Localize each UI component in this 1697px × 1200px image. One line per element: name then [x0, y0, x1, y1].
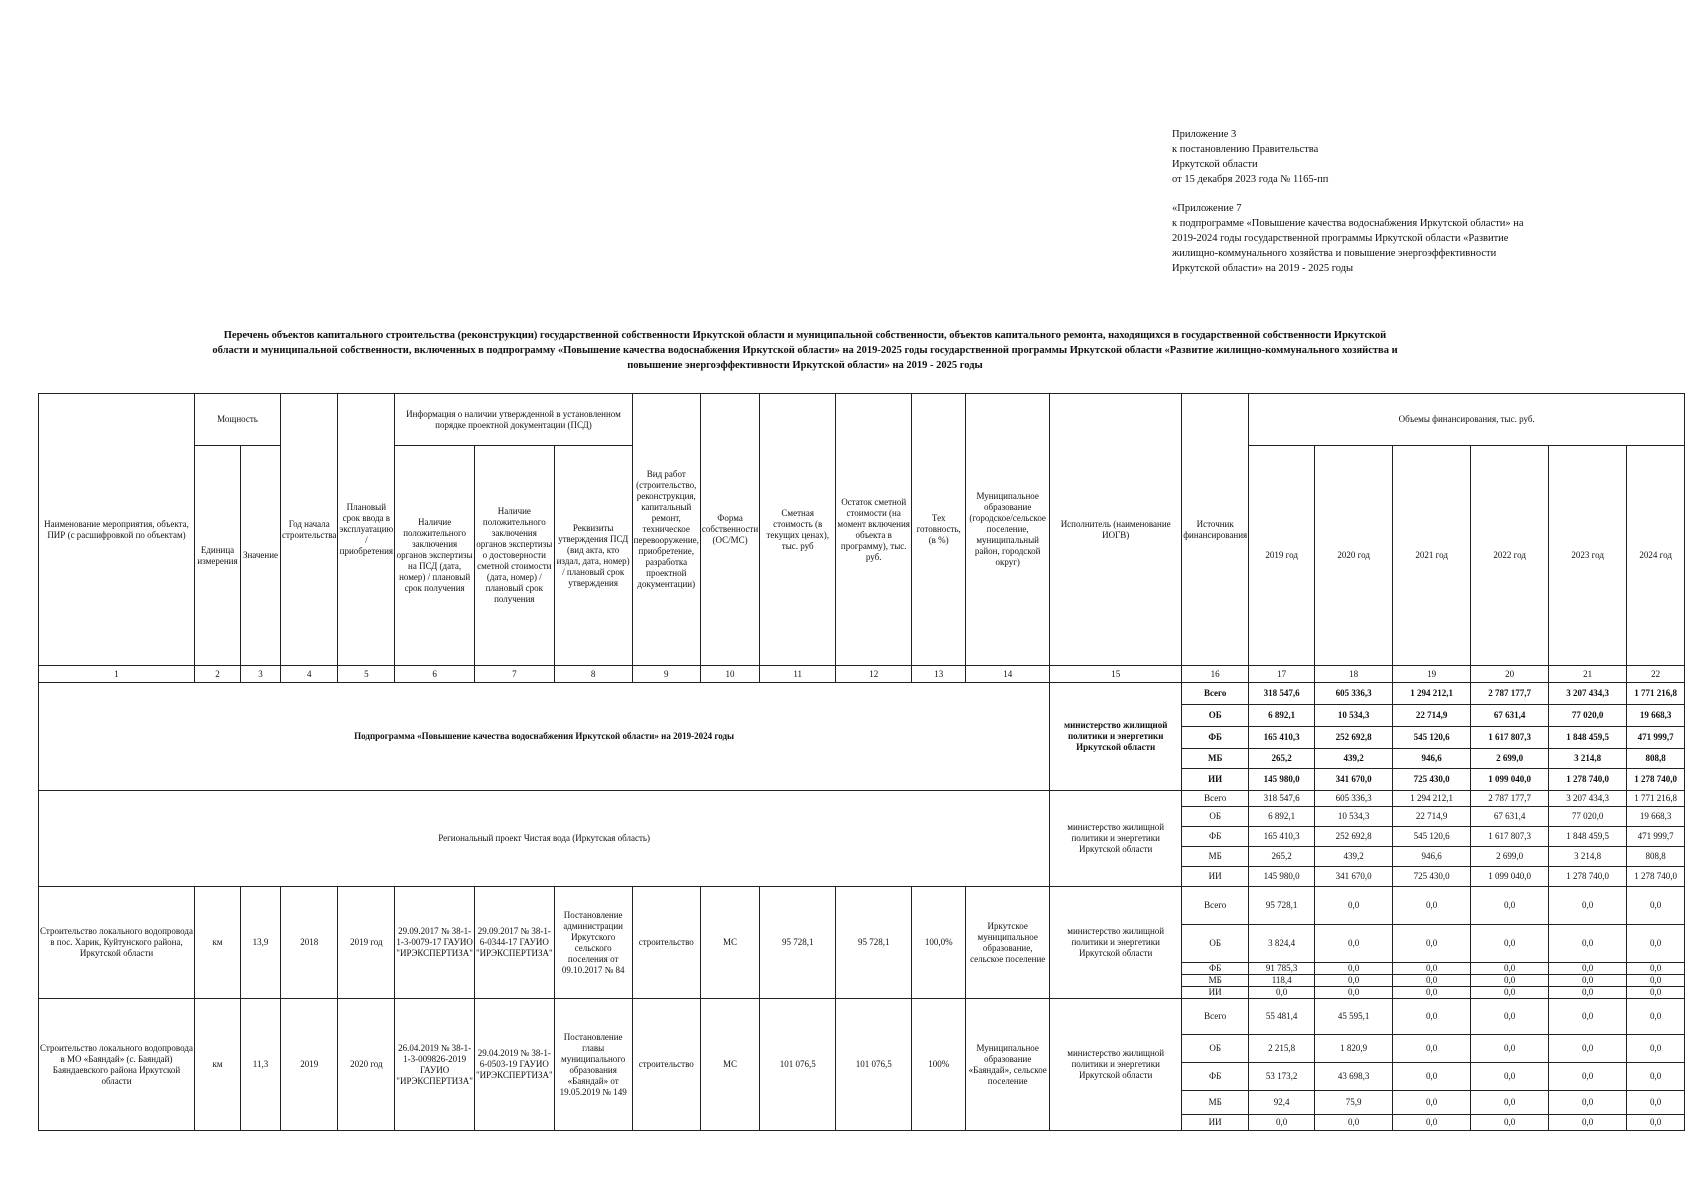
- funding-value: 165 410,3: [1249, 827, 1315, 847]
- funding-value: 0,0: [1549, 1063, 1627, 1091]
- appendix-line: «Приложение 7: [1172, 203, 1242, 214]
- col-work-type: Вид работ (строительство, реконструкция, капитальный ремонт, техническое перевооружение, приобретение, разработка проектной документации): [632, 394, 700, 666]
- col-number: 3: [241, 666, 281, 683]
- funding-value: 19 668,3: [1627, 807, 1685, 827]
- col-year: 2021 год: [1393, 446, 1471, 666]
- header-row: [39, 394, 1685, 446]
- object-readiness: 100%: [912, 999, 966, 1131]
- title-line: Перечень объектов капитального строительства (реконструкции) государственной собственности Иркутской области и муниципальной собственности, объектов капитального ремонта, находящихся в государственной собственности Иркутской: [223, 330, 1387, 341]
- funding-value: 252 692,8: [1315, 827, 1393, 847]
- col-year: 2022 год: [1471, 446, 1549, 666]
- funding-value: 946,6: [1393, 847, 1471, 867]
- funding-value: 77 020,0: [1549, 705, 1627, 727]
- object-plan-term: 2020 год: [338, 999, 395, 1131]
- funding-value: 95 728,1: [1249, 887, 1315, 925]
- funding-value: 0,0: [1315, 975, 1393, 987]
- funding-value: 1 278 740,0: [1549, 867, 1627, 887]
- col-number: 15: [1050, 666, 1182, 683]
- funding-value: 439,2: [1315, 749, 1393, 769]
- column-numbers-row: [39, 666, 1685, 683]
- funding-value: 0,0: [1393, 925, 1471, 963]
- object-year-start: 2019: [281, 999, 338, 1131]
- funding-value: 0,0: [1471, 1091, 1549, 1115]
- funding-value: 725 430,0: [1393, 769, 1471, 791]
- appendix-header: [1172, 127, 1632, 276]
- section-executor: министерство жилищной политики и энергетики Иркутской области: [1050, 791, 1182, 887]
- object-work-type: строительство: [632, 999, 700, 1131]
- funding-value: 725 430,0: [1393, 867, 1471, 887]
- col-power: Мощность: [195, 394, 281, 446]
- funding-value: 43 698,3: [1315, 1063, 1393, 1091]
- col-psd-cost: Наличие положительного заключения органов экспертизы о достоверности сметной стоимости (дата, номер) / плановый срок получения: [474, 446, 554, 666]
- col-funding: Объемы финансирования, тыс. руб.: [1249, 394, 1685, 446]
- funding-value: 1 099 040,0: [1471, 769, 1549, 791]
- object-row: [39, 887, 1685, 925]
- appendix-line: 2019-2024 годы государственной программы Иркутской области «Развитие: [1172, 233, 1509, 244]
- funding-value: 55 481,4: [1249, 999, 1315, 1035]
- funding-value: 808,8: [1627, 847, 1685, 867]
- funding-value: 341 670,0: [1315, 867, 1393, 887]
- funding-value: 1 848 459,5: [1549, 827, 1627, 847]
- funding-value: 1 099 040,0: [1471, 867, 1549, 887]
- appendix-line: Иркутской области» на 2019 - 2025 годы: [1172, 263, 1354, 274]
- funding-value: 91 785,3: [1249, 963, 1315, 975]
- appendix-line: Приложение 3: [1172, 129, 1237, 140]
- funding-value: 1 771 216,8: [1627, 683, 1685, 705]
- funding-value: 77 020,0: [1549, 807, 1627, 827]
- appendix-line: жилищно-коммунального хозяйства и повышение энергоэффективности: [1172, 248, 1497, 259]
- object-rem-cost: 95 728,1: [836, 887, 912, 999]
- appendix-line: к постановлению Правительства: [1172, 144, 1319, 155]
- funding-value: 1 278 740,0: [1549, 769, 1627, 791]
- col-number: 1: [39, 666, 195, 683]
- col-number: 16: [1182, 666, 1249, 683]
- funding-value: 75,9: [1315, 1091, 1393, 1115]
- funding-value: 1 848 459,5: [1549, 727, 1627, 749]
- funding-value: 0,0: [1471, 975, 1549, 987]
- funding-source: МБ: [1182, 847, 1249, 867]
- funding-value: 3 214,8: [1549, 749, 1627, 769]
- object-ownership: МС: [700, 887, 759, 999]
- funding-value: 0,0: [1627, 1091, 1685, 1115]
- funding-value: 0,0: [1549, 999, 1627, 1035]
- col-number: 5: [338, 666, 395, 683]
- funding-value: 605 336,3: [1315, 791, 1393, 807]
- funding-source: ФБ: [1182, 827, 1249, 847]
- col-number: 20: [1471, 666, 1549, 683]
- funding-value: 0,0: [1393, 987, 1471, 999]
- funding-value: 67 631,4: [1471, 807, 1549, 827]
- funding-value: 19 668,3: [1627, 705, 1685, 727]
- funding-value: 45 595,1: [1315, 999, 1393, 1035]
- funding-value: 22 714,9: [1393, 807, 1471, 827]
- col-number: 14: [966, 666, 1050, 683]
- col-number: 10: [700, 666, 759, 683]
- funding-value: 22 714,9: [1393, 705, 1471, 727]
- object-ownership: МС: [700, 999, 759, 1131]
- funding-value: 2 787 177,7: [1471, 683, 1549, 705]
- funding-value: 318 547,6: [1249, 683, 1315, 705]
- col-ownership: Форма собственности (ОС/МС): [700, 394, 759, 666]
- col-name: Наименование мероприятия, объекта, ПИР (с расшифровкой по объектам): [39, 394, 195, 666]
- funding-value: 1 278 740,0: [1627, 769, 1685, 791]
- col-psd-exp: Наличие положительного заключения органов экспертизы на ПСД (дата, номер) / плановый срок получения: [395, 446, 475, 666]
- col-value: Значение: [241, 446, 281, 666]
- funding-source: ИИ: [1182, 987, 1249, 999]
- object-est-cost: 101 076,5: [760, 999, 836, 1131]
- col-year-start: Год начала строительства: [281, 394, 338, 666]
- funding-value: 545 120,6: [1393, 827, 1471, 847]
- col-year: 2019 год: [1249, 446, 1315, 666]
- funding-value: 6 892,1: [1249, 807, 1315, 827]
- funding-value: 0,0: [1627, 1115, 1685, 1131]
- col-number: 4: [281, 666, 338, 683]
- object-psd-cost: 29.09.2017 № 38-1-6-0344-17 ГАУИО "ИРЭКСПЕРТИЗА": [474, 887, 554, 999]
- funding-value: 1 617 807,3: [1471, 827, 1549, 847]
- funding-value: 2 787 177,7: [1471, 791, 1549, 807]
- col-year: 2023 год: [1549, 446, 1627, 666]
- funding-value: 3 824,4: [1249, 925, 1315, 963]
- funding-value: 3 214,8: [1549, 847, 1627, 867]
- funding-value: 1 617 807,3: [1471, 727, 1549, 749]
- funding-source: Всего: [1182, 791, 1249, 807]
- funding-value: 53 173,2: [1249, 1063, 1315, 1091]
- funding-value: 0,0: [1393, 887, 1471, 925]
- object-municipality: Муниципальное образование «Баяндай», сельское поселение: [966, 999, 1050, 1131]
- col-number: 8: [554, 666, 632, 683]
- section-row: [39, 683, 1685, 705]
- col-readiness: Тех готовность, (в %): [912, 394, 966, 666]
- col-number: 13: [912, 666, 966, 683]
- col-est-cost: Сметная стоимость (в текущих ценах), тыс. руб: [760, 394, 836, 666]
- funding-value: 2 699,0: [1471, 847, 1549, 867]
- funding-value: 0,0: [1627, 999, 1685, 1035]
- appendix-line: от 15 декабря 2023 года № 1165-пп: [1172, 174, 1329, 185]
- funding-value: 0,0: [1393, 1035, 1471, 1063]
- objects-table: [38, 393, 1685, 1131]
- funding-source: МБ: [1182, 749, 1249, 769]
- object-value: 13,9: [241, 887, 281, 999]
- section-executor: министерство жилищной политики и энергетики Иркутской области: [1050, 683, 1182, 791]
- funding-value: 0,0: [1627, 963, 1685, 975]
- funding-value: 118,4: [1249, 975, 1315, 987]
- object-value: 11,3: [241, 999, 281, 1131]
- funding-source: ИИ: [1182, 769, 1249, 791]
- funding-value: 0,0: [1549, 1115, 1627, 1131]
- funding-value: 2 699,0: [1471, 749, 1549, 769]
- funding-value: 1 294 212,1: [1393, 683, 1471, 705]
- funding-value: 0,0: [1549, 963, 1627, 975]
- col-number: 2: [195, 666, 241, 683]
- col-year: 2020 год: [1315, 446, 1393, 666]
- appendix-line: Иркутской области: [1172, 159, 1258, 170]
- funding-value: 0,0: [1471, 1115, 1549, 1131]
- col-unit: Единица измерения: [195, 446, 241, 666]
- col-number: 11: [760, 666, 836, 683]
- object-name: Строительство локального водопровода в пос. Харик, Куйтунского района, Иркутской области: [39, 887, 195, 999]
- col-number: 7: [474, 666, 554, 683]
- col-number: 22: [1627, 666, 1685, 683]
- funding-value: 0,0: [1549, 887, 1627, 925]
- object-municipality: Иркутское муниципальное образование, сельское поселение: [966, 887, 1050, 999]
- funding-value: 0,0: [1549, 1035, 1627, 1063]
- funding-value: 0,0: [1315, 1115, 1393, 1131]
- funding-value: 0,0: [1627, 1035, 1685, 1063]
- funding-value: 0,0: [1315, 925, 1393, 963]
- funding-value: 1 294 212,1: [1393, 791, 1471, 807]
- funding-value: 808,8: [1627, 749, 1685, 769]
- object-executor: министерство жилищной политики и энергетики Иркутской области: [1050, 999, 1182, 1131]
- object-executor: министерство жилищной политики и энергетики Иркутской области: [1050, 887, 1182, 999]
- funding-value: 0,0: [1627, 925, 1685, 963]
- funding-value: 0,0: [1471, 1035, 1549, 1063]
- funding-value: 92,4: [1249, 1091, 1315, 1115]
- funding-value: 341 670,0: [1315, 769, 1393, 791]
- funding-source: ОБ: [1182, 807, 1249, 827]
- funding-source: ФБ: [1182, 727, 1249, 749]
- funding-value: 0,0: [1549, 1091, 1627, 1115]
- object-est-cost: 95 728,1: [760, 887, 836, 999]
- funding-value: 3 207 434,3: [1549, 791, 1627, 807]
- section-title: Региональный проект Чистая вода (Иркутская область): [39, 791, 1050, 887]
- funding-value: 0,0: [1627, 1063, 1685, 1091]
- col-municipality: Муниципальное образование (городское/сельское поселение, муниципальный район, городской округ): [966, 394, 1050, 666]
- object-row: [39, 999, 1685, 1035]
- col-plan-term: Плановый срок ввода в эксплуатацию / приобретения: [338, 394, 395, 666]
- funding-value: 1 278 740,0: [1627, 867, 1685, 887]
- object-unit: км: [195, 887, 241, 999]
- funding-value: 0,0: [1627, 987, 1685, 999]
- object-psd-cost: 29.04.2019 № 38-1-6-0503-19 ГАУИО "ИРЭКСПЕРТИЗА": [474, 999, 554, 1131]
- object-plan-term: 2019 год: [338, 887, 395, 999]
- spacer: [1172, 187, 1632, 201]
- funding-value: 0,0: [1471, 925, 1549, 963]
- funding-value: 0,0: [1471, 887, 1549, 925]
- funding-value: 0,0: [1471, 999, 1549, 1035]
- funding-value: 0,0: [1393, 1063, 1471, 1091]
- col-number: 18: [1315, 666, 1393, 683]
- object-year-start: 2018: [281, 887, 338, 999]
- object-work-type: строительство: [632, 887, 700, 999]
- funding-source: ИИ: [1182, 1115, 1249, 1131]
- object-psd-req: Постановление главы муниципального образования «Баяндай» от 19.05.2019 № 149: [554, 999, 632, 1131]
- funding-value: 0,0: [1549, 987, 1627, 999]
- object-psd-req: Постановление администрации Иркутского сельского поселения от 09.10.2017 № 84: [554, 887, 632, 999]
- object-name: Строительство локального водопровода в МО «Баяндай» (с. Баяндай) Баяндаевского района Иркутской области: [39, 999, 195, 1131]
- col-psd-info: Информация о наличии утвержденной в установленном порядке проектной документации (ПСД): [395, 394, 632, 446]
- object-unit: км: [195, 999, 241, 1131]
- object-psd-exp: 29.09.2017 № 38-1-1-3-0079-17 ГАУИО "ИРЭКСПЕРТИЗА": [395, 887, 475, 999]
- funding-value: 0,0: [1315, 987, 1393, 999]
- document-title: [40, 328, 1570, 373]
- funding-value: 67 631,4: [1471, 705, 1549, 727]
- funding-value: 318 547,6: [1249, 791, 1315, 807]
- title-line: повышение энергоэффективности Иркутской области» на 2019 - 2025 годы: [627, 360, 983, 371]
- funding-value: 3 207 434,3: [1549, 683, 1627, 705]
- funding-source: Всего: [1182, 999, 1249, 1035]
- col-psd-req: Реквизиты утверждения ПСД (вид акта, кто издал, дата, номер) / плановый срок утверждения: [554, 446, 632, 666]
- funding-value: 0,0: [1627, 975, 1685, 987]
- funding-source: МБ: [1182, 1091, 1249, 1115]
- funding-value: 0,0: [1393, 1091, 1471, 1115]
- funding-value: 0,0: [1315, 887, 1393, 925]
- funding-value: 0,0: [1393, 999, 1471, 1035]
- funding-value: 10 534,3: [1315, 807, 1393, 827]
- funding-value: 252 692,8: [1315, 727, 1393, 749]
- funding-value: 545 120,6: [1393, 727, 1471, 749]
- funding-value: 0,0: [1471, 1063, 1549, 1091]
- funding-value: 145 980,0: [1249, 769, 1315, 791]
- col-number: 12: [836, 666, 912, 683]
- funding-value: 145 980,0: [1249, 867, 1315, 887]
- col-number: 9: [632, 666, 700, 683]
- funding-value: 165 410,3: [1249, 727, 1315, 749]
- col-source: Источник финансирования: [1182, 394, 1249, 666]
- object-psd-exp: 26.04.2019 № 38-1-1-3-009826-2019 ГАУИО "ИРЭКСПЕРТИЗА": [395, 999, 475, 1131]
- funding-value: 265,2: [1249, 749, 1315, 769]
- funding-value: 0,0: [1393, 963, 1471, 975]
- funding-value: 1 820,9: [1315, 1035, 1393, 1063]
- funding-value: 0,0: [1627, 887, 1685, 925]
- funding-value: 605 336,3: [1315, 683, 1393, 705]
- funding-source: Всего: [1182, 683, 1249, 705]
- col-year: 2024 год: [1627, 446, 1685, 666]
- object-readiness: 100,0%: [912, 887, 966, 999]
- funding-value: 0,0: [1249, 987, 1315, 999]
- appendix-line: к подпрограмме «Повышение качества водоснабжения Иркутской области» на: [1172, 218, 1524, 229]
- funding-value: 439,2: [1315, 847, 1393, 867]
- col-rem-cost: Остаток сметной стоимости (на момент включения объекта в программу), тыс. руб.: [836, 394, 912, 666]
- section-title: Подпрограмма «Повышение качества водоснабжения Иркутской области» на 2019-2024 годы: [39, 683, 1050, 791]
- section-row: [39, 791, 1685, 807]
- funding-value: 471 999,7: [1627, 827, 1685, 847]
- funding-source: ОБ: [1182, 1035, 1249, 1063]
- funding-value: 0,0: [1249, 1115, 1315, 1131]
- funding-source: Всего: [1182, 887, 1249, 925]
- title-line: области и муниципальной собственности, включенных в подпрограмму «Повышение качества водоснабжения Иркутской области» на 2019-2025 годы государственной программы Иркутской области «Развитие жилищно-коммунального хозяйства и: [212, 345, 1398, 356]
- funding-source: ФБ: [1182, 963, 1249, 975]
- col-number: 21: [1549, 666, 1627, 683]
- funding-value: 0,0: [1315, 963, 1393, 975]
- funding-value: 2 215,8: [1249, 1035, 1315, 1063]
- funding-value: 0,0: [1549, 925, 1627, 963]
- funding-value: 471 999,7: [1627, 727, 1685, 749]
- col-executor: Исполнитель (наименование ИОГВ): [1050, 394, 1182, 666]
- col-number: 19: [1393, 666, 1471, 683]
- funding-source: ОБ: [1182, 925, 1249, 963]
- funding-value: 10 534,3: [1315, 705, 1393, 727]
- funding-value: 946,6: [1393, 749, 1471, 769]
- funding-value: 0,0: [1393, 975, 1471, 987]
- funding-source: ФБ: [1182, 1063, 1249, 1091]
- funding-source: ОБ: [1182, 705, 1249, 727]
- funding-value: 1 771 216,8: [1627, 791, 1685, 807]
- funding-value: 0,0: [1549, 975, 1627, 987]
- col-number: 17: [1249, 666, 1315, 683]
- object-rem-cost: 101 076,5: [836, 999, 912, 1131]
- funding-value: 6 892,1: [1249, 705, 1315, 727]
- funding-value: 0,0: [1393, 1115, 1471, 1131]
- funding-value: 0,0: [1471, 963, 1549, 975]
- funding-value: 0,0: [1471, 987, 1549, 999]
- funding-source: МБ: [1182, 975, 1249, 987]
- funding-value: 265,2: [1249, 847, 1315, 867]
- col-number: 6: [395, 666, 475, 683]
- funding-source: ИИ: [1182, 867, 1249, 887]
